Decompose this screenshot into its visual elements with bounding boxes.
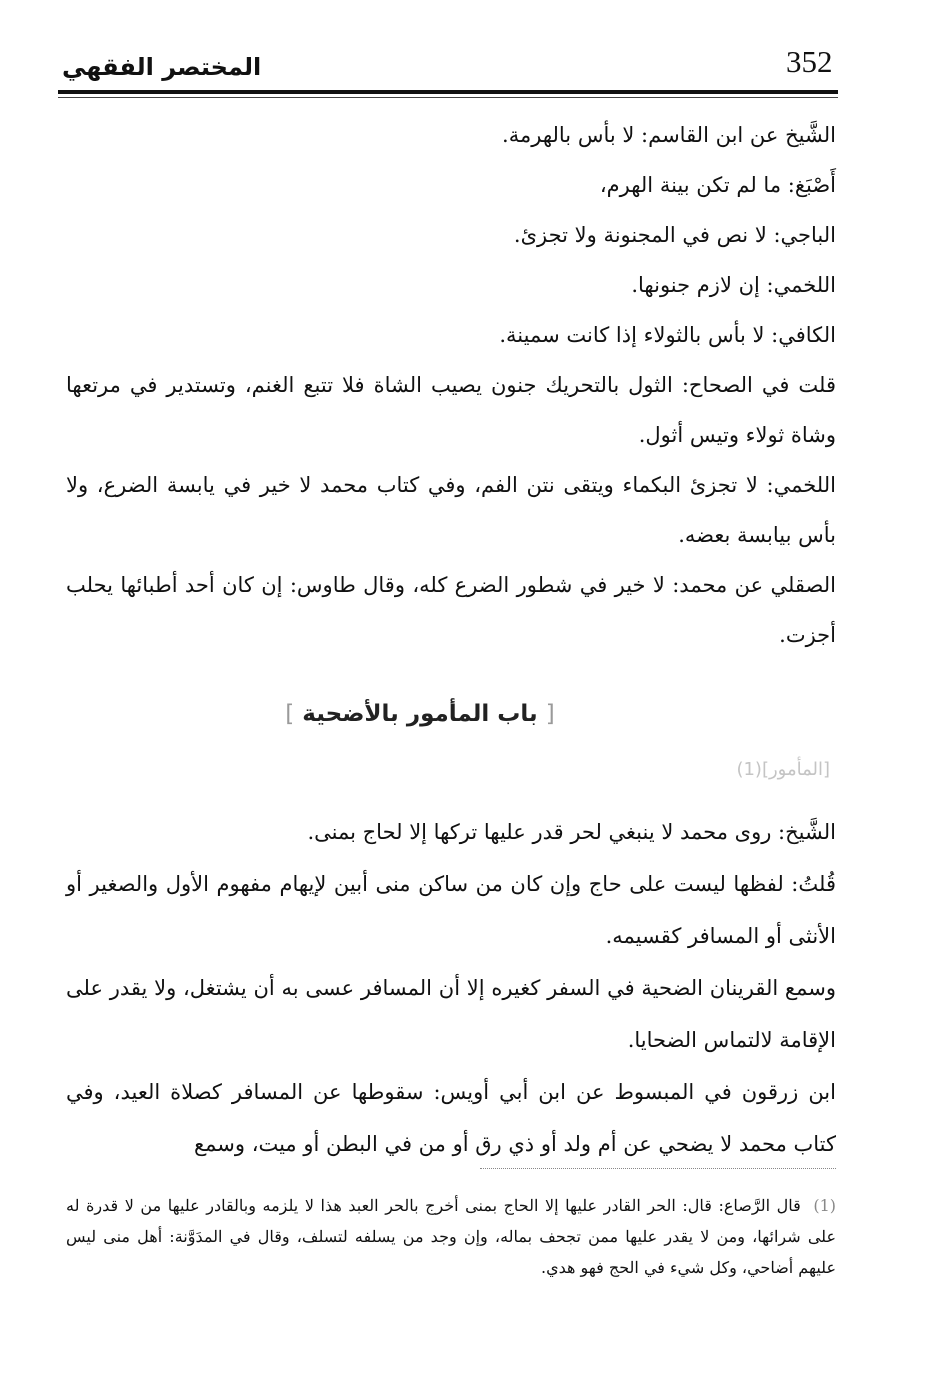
section-heading (200, 694, 640, 734)
heading-bracket-open: [ (545, 701, 555, 727)
paragraph: ابن زرقون في المبسوط عن ابن أبي أويس: سقوطها عن المسافر كصلاة العيد، وفي كتاب محمد لا يضحي عن أم ولد أو ذي رق أو من في البطن أو ميت، وسمع (66, 1080, 836, 1156)
section-subheading: [المأمور](1) (736, 759, 830, 780)
paragraph: قلت في الصحاح: الثول بالتحريك جنون يصيب الشاة فلا تتبع الغنم، وتستدير في مرتعها وشاة ثولاء وتيس أثول. (66, 373, 836, 447)
footnote-text: قال الرَّصاع: قال: الحر القادر عليها إلا الحاج بمنى أخرج بالحر العبد هذا لا يلزمه وبالقادر عليها من لا قدرة له على شرائها، ومن لا يقدر عليها ممن تجحف بماله، وإن وجد من يسلفه لتسلف، وقال في المدَوَّنة: أهل منى ليس عليهم أضاحي، وكل شيء في الحج فهو هدي. (66, 1196, 836, 1277)
running-title: المختصر الفقهي (62, 53, 262, 81)
paragraph: قُلتُ: لفظها ليست على حاج وإن كان من ساكن منى أبين لإيهام مفهوم الأول والصغير أو الأنثى أو المسافر كقسيمه. (66, 872, 836, 948)
header-rule-thin (58, 97, 838, 98)
footnote (66, 1190, 836, 1283)
footnotes-block (66, 1190, 836, 1283)
footnote-separator (480, 1168, 836, 1169)
page-number: 352 (786, 44, 833, 79)
paragraph: اللخمي: إن لازم جنونها. (631, 273, 836, 297)
header-rule-thick (58, 90, 838, 94)
section-heading-text: باب المأمور بالأضحية (302, 701, 538, 727)
paragraph: اللخمي: لا تجزئ البكماء ويتقى نتن الفم، وفي كتاب محمد لا خير في يابسة الضرع، ولا بأس بيابسة بعضه. (66, 473, 836, 547)
paragraph: وسمع القرينان الضحية في السفر كغيره إلا أن المسافر عسى به أن يشتغل، ولا يقدر على الإقامة لالتماس الضحايا. (66, 976, 836, 1052)
paragraph: أَصْبَغ: ما لم تكن بينة الهرم، (599, 173, 836, 197)
paragraph: الشَّيخ: روى محمد لا ينبغي لحر قدر عليها تركها إلا لحاج بمنى. (307, 820, 836, 844)
paragraph: الكافي: لا بأس بالثولاء إذا كانت سمينة. (499, 323, 836, 347)
main-text-block (66, 110, 836, 660)
paragraph: الصقلي عن محمد: لا خير في شطور الضرع كله، وقال طاوس: إن كان أحد أطبائها يحلب أجزت. (66, 573, 836, 647)
footnote-number: (1) (813, 1196, 837, 1215)
paragraph: الباجي: لا نص في المجنونة ولا تجزئ. (513, 223, 836, 247)
heading-bracket-close: ] (285, 701, 295, 727)
paragraph: الشَّيخ عن ابن القاسم: لا بأس بالهرمة. (502, 123, 836, 147)
page-header (58, 38, 838, 88)
main-text-block-2 (66, 806, 836, 1170)
